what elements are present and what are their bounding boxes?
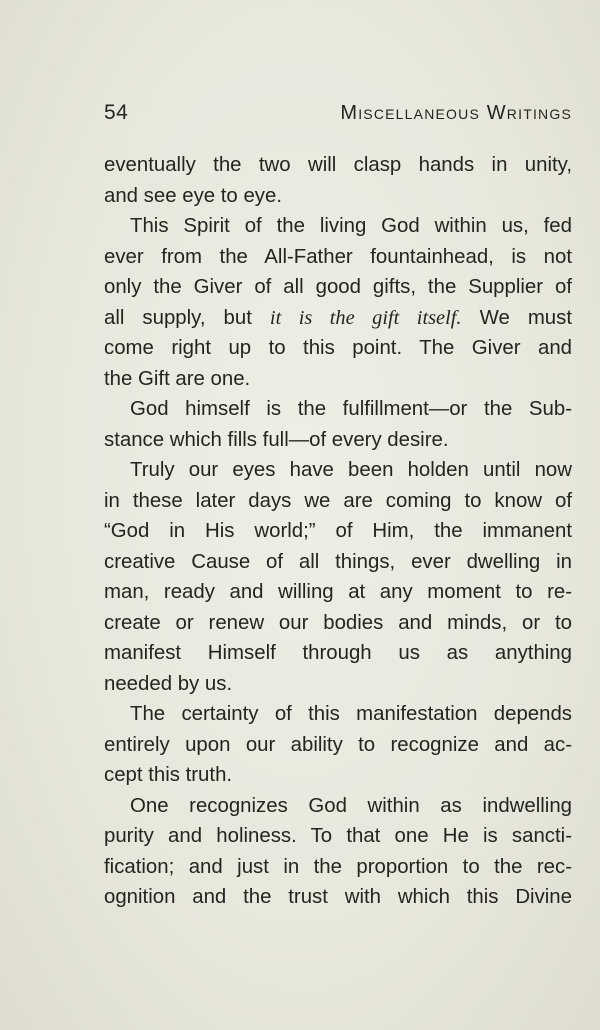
text-line: ognition and the trust with which this Divine — [104, 886, 572, 908]
paragraph — [104, 394, 572, 455]
text-line: The certainty of this manifestation depends — [130, 703, 572, 725]
running-head: Miscellaneous Writings — [340, 102, 572, 124]
text-line: entirely upon our ability to recognize and ac- — [104, 733, 572, 756]
paragraph — [104, 455, 572, 699]
text-line: creative Cause of all things, ever dwelling in — [104, 550, 572, 573]
text-line: stance which fills full—of every desire. — [104, 428, 449, 451]
text-line: cept this truth. — [104, 764, 233, 786]
text-line-with-italic — [104, 303, 572, 334]
paragraph — [104, 211, 572, 394]
paragraph — [104, 150, 572, 211]
text-line: ever from the All-Father fountainhead, is not — [104, 245, 572, 268]
text-line: manifest Himself through us as anything — [104, 642, 572, 664]
italic-phrase: it is the gift itself. — [269, 306, 462, 329]
page-number: 54 — [104, 101, 129, 124]
text-line: the Gift are one. — [104, 367, 251, 390]
text-line: eventually the two will clasp hands in unity, — [104, 154, 572, 176]
text-line: create or renew our bodies and minds, or to — [104, 611, 572, 634]
paragraph — [104, 791, 572, 913]
text-line: only the Giver of all good gifts, the Supplier of — [104, 276, 572, 298]
text-line: God himself is the fulfillment—or the Sub- — [130, 398, 572, 420]
text-line: man, ready and willing at any moment to re- — [104, 581, 572, 603]
body-text — [104, 150, 572, 913]
paragraph — [104, 699, 572, 791]
page-header — [104, 101, 572, 127]
text-line: “God in His world;” of Him, the immanent — [104, 520, 572, 542]
text-line: One recognizes God within as indwelling — [130, 794, 572, 817]
text-line: This Spirit of the living God within us, fed — [130, 215, 572, 237]
text-fragment: We must — [461, 306, 573, 329]
text-line: fication; and just in the proportion to the rec- — [104, 855, 572, 878]
text-line: Truly our eyes have been holden until now — [130, 459, 572, 481]
text-line: in these later days we are coming to know of — [104, 489, 572, 512]
text-line: and see eye to eye. — [104, 184, 282, 207]
text-fragment: all supply, but — [104, 306, 270, 329]
text-line: come right up to this point. The Giver and — [104, 337, 572, 359]
text-line: needed by us. — [104, 672, 233, 695]
text-line: purity and holiness. To that one He is sancti- — [104, 825, 572, 847]
